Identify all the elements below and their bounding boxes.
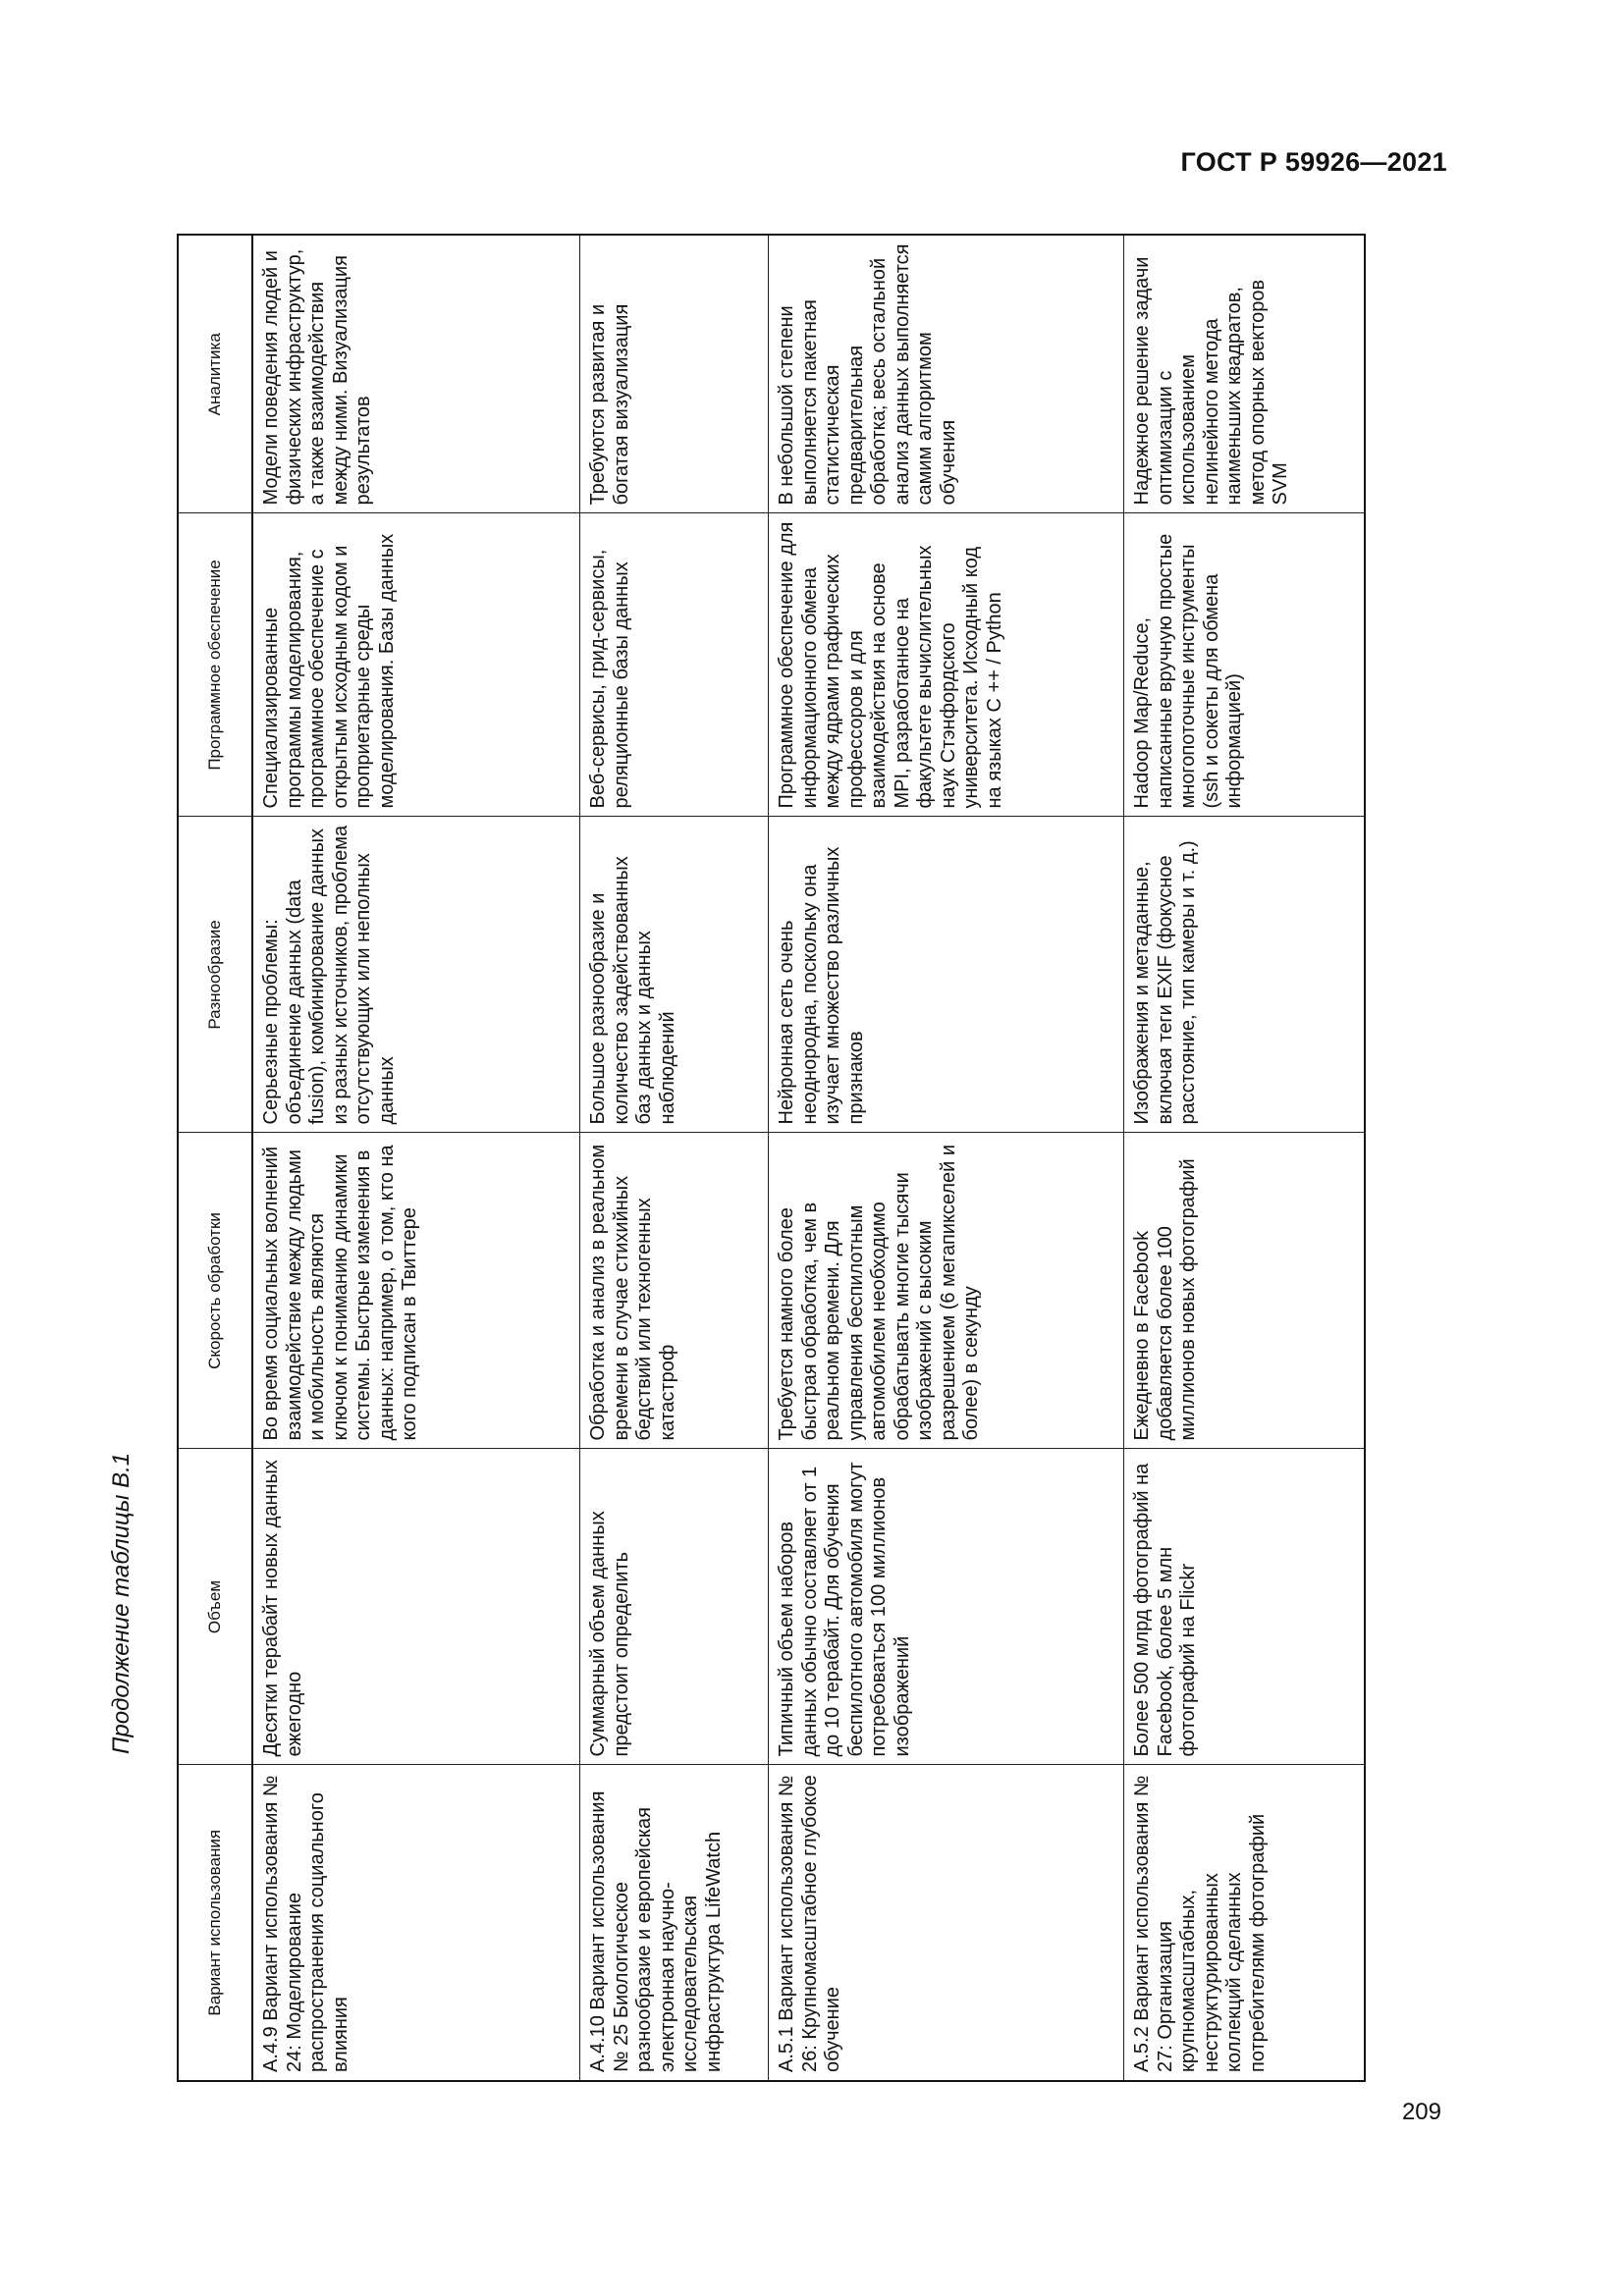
cell-variety: Серьезные проблемы: объединение данных (data fusion), комбинирование данных из разных источников, проблема отсутствующих или неполных данных — [252, 817, 580, 1133]
cell-volume: Более 500 млрд фотографий на Facebook, более 5 млн фотографий на Flickr — [1124, 1449, 1366, 1765]
cell-analytics: В небольшой степени выполняется пакетная статистическая предварительная обработка; весь остальной анализ данных выполняется самим алгоритмом обучения — [769, 235, 1124, 513]
cell-use-case: А.4.10 Вариант использования № 25 Биологическое разнообразие и европейская электронная научно-исследовательская инфраструктура LifeWatch — [580, 1765, 769, 2081]
cell-volume: Типичный объем наборов данных обычно составляет от 1 до 10 терабайт. Для обучения беспилотного автомобиля могут потребоваться 100 миллионов изображений — [769, 1449, 1124, 1765]
cell-velocity: Во время социальных волнений взаимодействие между людьми и мобильность являются ключом к пониманию динамики системы. Быстрые изменения в данных: например, о том, кто на кого подписан в Твиттере — [252, 1133, 580, 1449]
table-row — [580, 235, 769, 2081]
column-header-software: Программное обеспечение — [178, 513, 252, 817]
cell-volume: Суммарный объем данных предстоит определить — [580, 1449, 769, 1765]
cell-volume: Десятки терабайт новых данных ежегодно — [252, 1449, 580, 1765]
cell-velocity: Обработка и анализ в реальном времени в случае стихийных бедствий или техногенных катастроф — [580, 1133, 769, 1449]
column-header-variety: Разнообразие — [178, 817, 252, 1133]
cell-variety: Большое разнообразие и количество задействованных баз данных и данных наблюдений — [580, 817, 769, 1133]
table-container — [177, 236, 1310, 2082]
table-row — [769, 235, 1124, 2081]
column-header-volume: Объем — [178, 1449, 252, 1765]
header-row — [178, 235, 252, 2081]
column-header-analytics: Аналитика — [178, 235, 252, 513]
cell-variety: Нейронная сеть очень неоднородна, поскольку она изучает множество различных признаков — [769, 817, 1124, 1133]
cell-velocity: Ежедневно в Facebook добавляется более 100 миллионов новых фотографий — [1124, 1133, 1366, 1449]
cell-variety: Изображения и метаданные, включая теги EXIF (фокусное расстояние, тип камеры и т. д.) — [1124, 817, 1366, 1133]
table-caption: Продолжение таблицы В.1 — [108, 1452, 135, 1754]
cell-analytics: Модели поведения людей и физических инфраструктур, а также взаимодействия между ними. Визуализация результатов — [252, 235, 580, 513]
cell-use-case: А.4.9 Вариант использования № 24: Моделирование распространения социального влияния — [252, 1765, 580, 2081]
continuation-table — [177, 234, 1366, 2082]
cell-software: Hadoop Map/Reduce, написанные вручную простые многопоточные инструменты (ssh и сокеты для обмена информацией) — [1124, 513, 1366, 817]
cell-velocity: Требуется намного более быстрая обработка, чем в реальном времени. Для управления беспилотным автомобилем необходимо обрабатывать многие тысячи изображений с высоким разрешением (6 мегапикселей и более) в секунду — [769, 1133, 1124, 1449]
column-header-use-case: Вариант использования — [178, 1765, 252, 2081]
document-code: ГОСТ Р 59926—2021 — [1180, 147, 1447, 177]
table-row — [1124, 235, 1366, 2081]
cell-software: Программное обеспечение для информационного обмена между ядрами графических профессоров и для взаимодействия на основе MPI, разработанное на факультете вычислительных наук Стэнфордского университета. Исходный код на языках C ++ / Python — [769, 513, 1124, 817]
table-row — [252, 235, 580, 2081]
page-number: 209 — [1401, 2099, 1441, 2125]
cell-software: Специализированные программы моделирования, программное обеспечение с открытым исходным кодом и проприетарные среды моделирования. Базы данных — [252, 513, 580, 817]
column-header-velocity: Скорость обработки — [178, 1133, 252, 1449]
cell-use-case: А.5.1 Вариант использования № 26: Крупномасштабное глубокое обучение — [769, 1765, 1124, 2081]
cell-analytics: Требуются развитая и богатая визуализация — [580, 235, 769, 513]
cell-software: Веб-сервисы, грид-сервисы, реляционные базы данных — [580, 513, 769, 817]
cell-analytics: Надежное решение задачи оптимизации с использованием нелинейного метода наименьших квадратов, метод опорных векторов SVM — [1124, 235, 1366, 513]
cell-use-case: А.5.2 Вариант использования № 27: Организация крупномасштабных, неструктурированных коллекций сделанных потребителями фотографий — [1124, 1765, 1366, 2081]
